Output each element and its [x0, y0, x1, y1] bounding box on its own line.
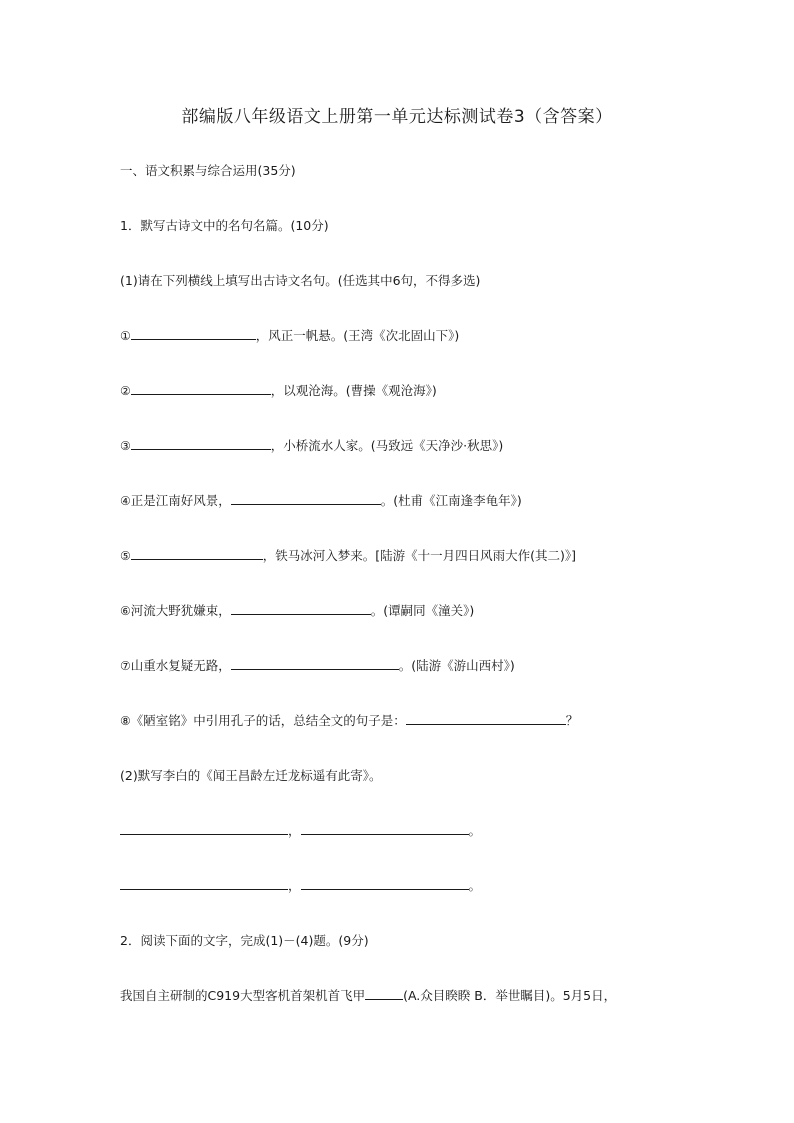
item-text: ？ [565, 713, 579, 728]
answer-blank [301, 877, 469, 890]
answer-blank [406, 712, 566, 725]
question-1-part1-instruction: (1)请在下列横线上填写出古诗文名句。(任选其中6句，不得多选) [120, 273, 481, 288]
poem-line-1 [120, 822, 481, 840]
poem-separator: ， [288, 878, 301, 893]
fill-item-5 [120, 547, 576, 565]
poem-line-2 [120, 877, 481, 895]
document-title: 部编版八年级语文上册第一单元达标测试卷3（含答案） [181, 107, 613, 127]
item-text: 。(谭嗣同《潼关》) [370, 603, 475, 618]
section-heading: 一、语文积累与综合运用(35分) [120, 163, 296, 178]
answer-blank [231, 657, 399, 670]
item-prefix: 山重水复疑无路， [130, 658, 231, 673]
fill-item-4 [120, 492, 522, 510]
answer-blank [131, 437, 271, 450]
answer-blank [120, 877, 288, 890]
answer-blank [301, 822, 469, 835]
item-prefix: 正是江南好风景， [130, 493, 231, 508]
question-2-heading: 2．阅读下面的文字，完成(1)－(4)题。(9分) [120, 933, 369, 948]
answer-blank [231, 492, 381, 505]
fill-item-8 [120, 712, 578, 730]
item-text: 。(杜甫《江南逢李龟年》) [380, 493, 522, 508]
poem-end-mark: 。 [468, 878, 482, 893]
item-number: ⑦ [120, 659, 131, 673]
item-number: ③ [120, 439, 131, 453]
item-number: ⑤ [120, 549, 131, 563]
question-1-heading: 1．默写古诗文中的名句名篇。(10分) [120, 218, 329, 233]
item-number: ⑧ [120, 714, 131, 728]
poem-separator: ， [288, 823, 301, 838]
item-text: ，风正一帆悬。(王湾《次北固山下》) [255, 328, 460, 343]
answer-blank [365, 987, 403, 1000]
answer-blank [131, 547, 263, 560]
item-text: ，小桥流水人家。(马致远《天净沙·秋思》) [270, 438, 504, 453]
paragraph-text: 我国自主研制的C919大型客机首架机首飞甲 [120, 988, 366, 1003]
item-prefix: 河流大野犹嫌束， [130, 603, 231, 618]
answer-blank [120, 822, 288, 835]
paragraph-options: (A.众目睽睽 B．举世瞩目)。5月5日， [403, 988, 617, 1003]
fill-item-7 [120, 657, 515, 675]
fill-item-3 [120, 437, 503, 455]
item-text: 。(陆游《游山西村》) [398, 658, 515, 673]
item-number: ⑥ [120, 604, 131, 618]
poem-end-mark: 。 [468, 823, 482, 838]
fill-item-2 [120, 382, 437, 400]
fill-item-6 [120, 602, 474, 620]
answer-blank [131, 327, 256, 340]
question-1-part2-instruction: (2)默写李白的《闻王昌龄左迁龙标遥有此寄》。 [120, 768, 382, 783]
item-number: ② [120, 384, 131, 398]
item-text: ，以观沧海。(曹操《观沧海》) [270, 383, 437, 398]
answer-blank [231, 602, 371, 615]
item-text: ，铁马冰河入梦来。[陆游《十一月四日风雨大作(其二)》] [262, 548, 577, 563]
question-2-paragraph [120, 987, 616, 1005]
item-number: ④ [120, 494, 131, 508]
item-number: ① [120, 329, 131, 343]
answer-blank [131, 382, 271, 395]
item-prefix: 《陋室铭》中引用孔子的话，总结全文的句子是： [130, 713, 406, 728]
fill-item-1 [120, 327, 459, 345]
